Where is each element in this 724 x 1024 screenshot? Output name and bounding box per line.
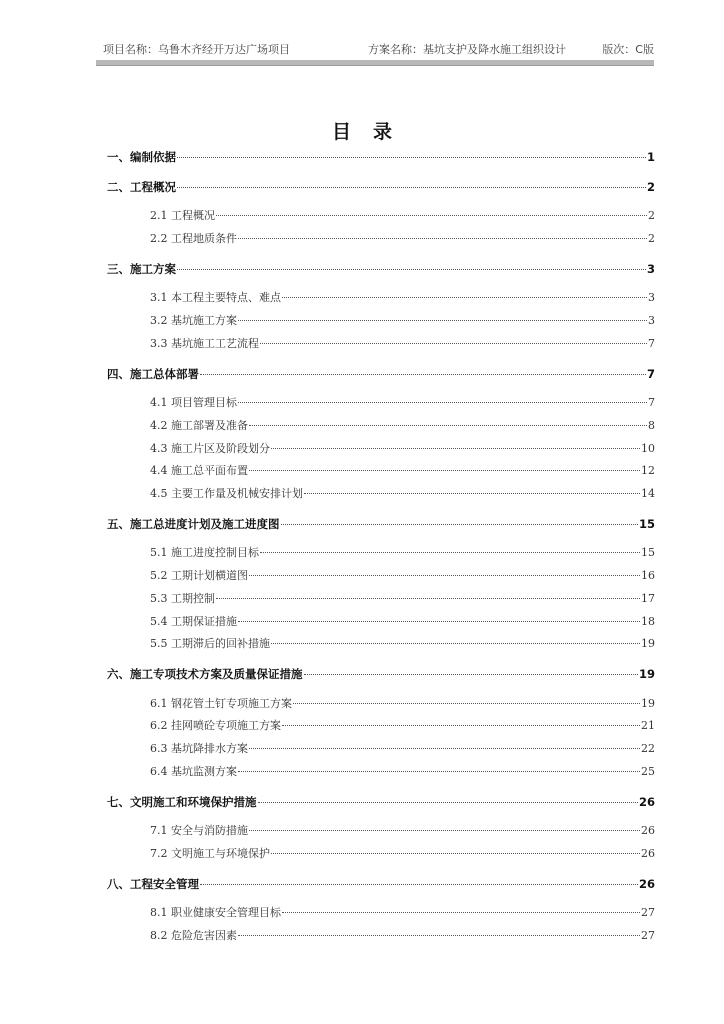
toc-dot-leader	[200, 374, 646, 375]
toc-page-number: 7	[646, 367, 655, 381]
toc-dot-leader	[249, 470, 640, 471]
toc-section-entry[interactable]	[150, 613, 655, 631]
toc-page-number: 21	[641, 719, 655, 732]
page-title: 目录	[331, 121, 414, 143]
toc-dot-leader	[216, 215, 647, 216]
toc-section-entry[interactable]	[150, 927, 655, 945]
toc-dot-leader	[282, 912, 640, 913]
toc-entry-label: 2.2 工程地质条件	[150, 232, 237, 245]
toc-page-number: 3	[648, 291, 655, 304]
toc-entry-label: 七、文明施工和环境保护措施	[107, 795, 257, 809]
toc-dot-leader	[282, 297, 647, 298]
toc-dot-leader	[238, 935, 640, 936]
toc-page-number: 2	[646, 180, 655, 194]
toc-section-entry[interactable]	[150, 335, 655, 353]
toc-section-entry[interactable]	[150, 485, 655, 503]
toc-dot-leader	[271, 448, 640, 449]
toc-entry-label: 5.4 工期保证措施	[150, 615, 237, 628]
toc-page-number: 15	[641, 546, 655, 559]
toc-dot-leader	[271, 853, 640, 854]
toc-chapter-entry[interactable]	[107, 260, 655, 278]
toc-section-entry[interactable]	[150, 417, 655, 435]
toc-chapter-entry[interactable]	[107, 178, 655, 196]
toc-chapter-entry[interactable]	[107, 665, 655, 683]
toc-entry-label: 3.3 基坑施工工艺流程	[150, 337, 259, 350]
toc-page-number: 27	[641, 929, 655, 942]
toc-section-entry[interactable]	[150, 567, 655, 585]
toc-dot-leader	[238, 320, 647, 321]
toc-page-number: 16	[641, 569, 655, 582]
toc-entry-label: 3.1 本工程主要特点、难点	[150, 291, 281, 304]
toc-page-number: 7	[648, 396, 655, 409]
toc-page-number: 19	[641, 637, 655, 650]
toc-section-entry[interactable]	[150, 440, 655, 458]
toc-section-entry[interactable]	[150, 635, 655, 653]
toc-page-number: 25	[641, 765, 655, 778]
toc-entry-label: 三、施工方案	[107, 262, 176, 276]
toc-dot-leader	[293, 703, 640, 704]
toc-dot-leader	[282, 725, 640, 726]
toc-chapter-entry[interactable]	[107, 515, 655, 533]
toc-chapter-entry[interactable]	[107, 148, 655, 166]
toc-page-number: 17	[641, 592, 655, 605]
toc-entry-label: 7.1 安全与消防措施	[150, 824, 248, 837]
toc-entry-label: 5.1 施工进度控制目标	[150, 546, 259, 559]
toc-section-entry[interactable]	[150, 717, 655, 735]
toc-chapter-entry[interactable]	[107, 793, 655, 811]
toc-entry-label: 2.1 工程概况	[150, 209, 215, 222]
toc-entry-label: 5.2 工期计划横道图	[150, 569, 248, 582]
toc-entry-label: 5.3 工期控制	[150, 592, 215, 605]
toc-page-number: 15	[638, 517, 655, 531]
toc-dot-leader	[238, 621, 640, 622]
toc-page-number: 2	[648, 232, 655, 245]
toc-entry-label: 6.1 钢花管土钉专项施工方案	[150, 697, 292, 710]
toc-section-entry[interactable]	[150, 822, 655, 840]
header-scheme-name: 方案名称：基坑支护及降水施工组织设计	[368, 43, 566, 56]
toc-page-number: 7	[648, 337, 655, 350]
toc-chapter-entry[interactable]	[107, 365, 655, 383]
toc-section-entry[interactable]	[150, 544, 655, 562]
toc-entry-label: 8.2 危险危害因素	[150, 929, 237, 942]
toc-page-number: 10	[641, 442, 655, 455]
toc-section-entry[interactable]	[150, 590, 655, 608]
toc-page-number: 19	[638, 667, 655, 681]
toc-page-number: 26	[641, 847, 655, 860]
toc-entry-label: 4.5 主要工作量及机械安排计划	[150, 487, 303, 500]
toc-page-number: 26	[638, 795, 655, 809]
toc-entry-label: 4.2 施工部署及准备	[150, 419, 248, 432]
toc-section-entry[interactable]	[150, 394, 655, 412]
toc-page-number: 8	[648, 419, 655, 432]
toc-dot-leader	[260, 343, 647, 344]
toc-dot-leader	[281, 524, 638, 525]
toc-section-entry[interactable]	[150, 763, 655, 781]
toc-dot-leader	[177, 187, 646, 188]
toc-section-entry[interactable]	[150, 740, 655, 758]
toc-entry-label: 6.2 挂网喷砼专项施工方案	[150, 719, 281, 732]
toc-dot-leader	[260, 552, 640, 553]
toc-dot-leader	[258, 802, 638, 803]
toc-section-entry[interactable]	[150, 845, 655, 863]
toc-page-number: 26	[641, 824, 655, 837]
toc-page-number: 27	[641, 906, 655, 919]
toc-section-entry[interactable]	[150, 289, 655, 307]
toc-dot-leader	[238, 771, 640, 772]
toc-dot-leader	[249, 425, 647, 426]
toc-section-entry[interactable]	[150, 230, 655, 248]
toc-entry-label: 4.1 项目管理目标	[150, 396, 237, 409]
header-version: 版次：C版	[602, 43, 654, 56]
toc-dot-leader	[177, 269, 646, 270]
toc-page-number: 14	[641, 487, 655, 500]
toc-page-number: 3	[646, 262, 655, 276]
toc-dot-leader	[249, 748, 640, 749]
toc-chapter-entry[interactable]	[107, 875, 655, 893]
toc-dot-leader	[249, 830, 640, 831]
toc-section-entry[interactable]	[150, 695, 655, 713]
toc-dot-leader	[304, 493, 640, 494]
toc-dot-leader	[304, 674, 638, 675]
toc-entry-label: 6.3 基坑降排水方案	[150, 742, 248, 755]
toc-page-number: 12	[641, 464, 655, 477]
toc-page-number: 18	[641, 615, 655, 628]
toc-entry-label: 4.3 施工片区及阶段划分	[150, 442, 270, 455]
toc-page-number: 3	[648, 314, 655, 327]
toc-page-number: 22	[641, 742, 655, 755]
toc-section-entry[interactable]	[150, 207, 655, 225]
toc-dot-leader	[216, 598, 640, 599]
toc-page-number: 1	[646, 150, 655, 164]
toc-entry-label: 6.4 基坑监测方案	[150, 765, 237, 778]
toc-entry-label: 8.1 职业健康安全管理目标	[150, 906, 281, 919]
toc-entry-label: 四、施工总体部署	[107, 367, 199, 381]
toc-entry-label: 五、施工总进度计划及施工进度图	[107, 517, 280, 531]
toc-entry-label: 一、编制依据	[107, 150, 176, 164]
toc-dot-leader	[200, 884, 638, 885]
toc-entry-label: 7.2 文明施工与环境保护	[150, 847, 270, 860]
toc-section-entry[interactable]	[150, 462, 655, 480]
toc-page-number: 26	[638, 877, 655, 891]
toc-entry-label: 八、工程安全管理	[107, 877, 199, 891]
toc-dot-leader	[249, 575, 640, 576]
toc-page-number: 19	[641, 697, 655, 710]
header-project-name: 项目名称：乌鲁木齐经开万达广场项目	[103, 43, 290, 56]
toc-section-entry[interactable]	[150, 904, 655, 922]
toc-page-number: 2	[648, 209, 655, 222]
toc-entry-label: 5.5 工期滞后的回补措施	[150, 637, 270, 650]
toc-dot-leader	[238, 238, 647, 239]
toc-dot-leader	[271, 643, 640, 644]
toc-section-entry[interactable]	[150, 312, 655, 330]
toc-entry-label: 4.4 施工总平面布置	[150, 464, 248, 477]
toc-dot-leader	[177, 157, 646, 158]
toc-entry-label: 3.2 基坑施工方案	[150, 314, 237, 327]
toc-entry-label: 二、工程概况	[107, 180, 176, 194]
toc-entry-label: 六、施工专项技术方案及质量保证措施	[107, 667, 303, 681]
toc-dot-leader	[238, 402, 647, 403]
